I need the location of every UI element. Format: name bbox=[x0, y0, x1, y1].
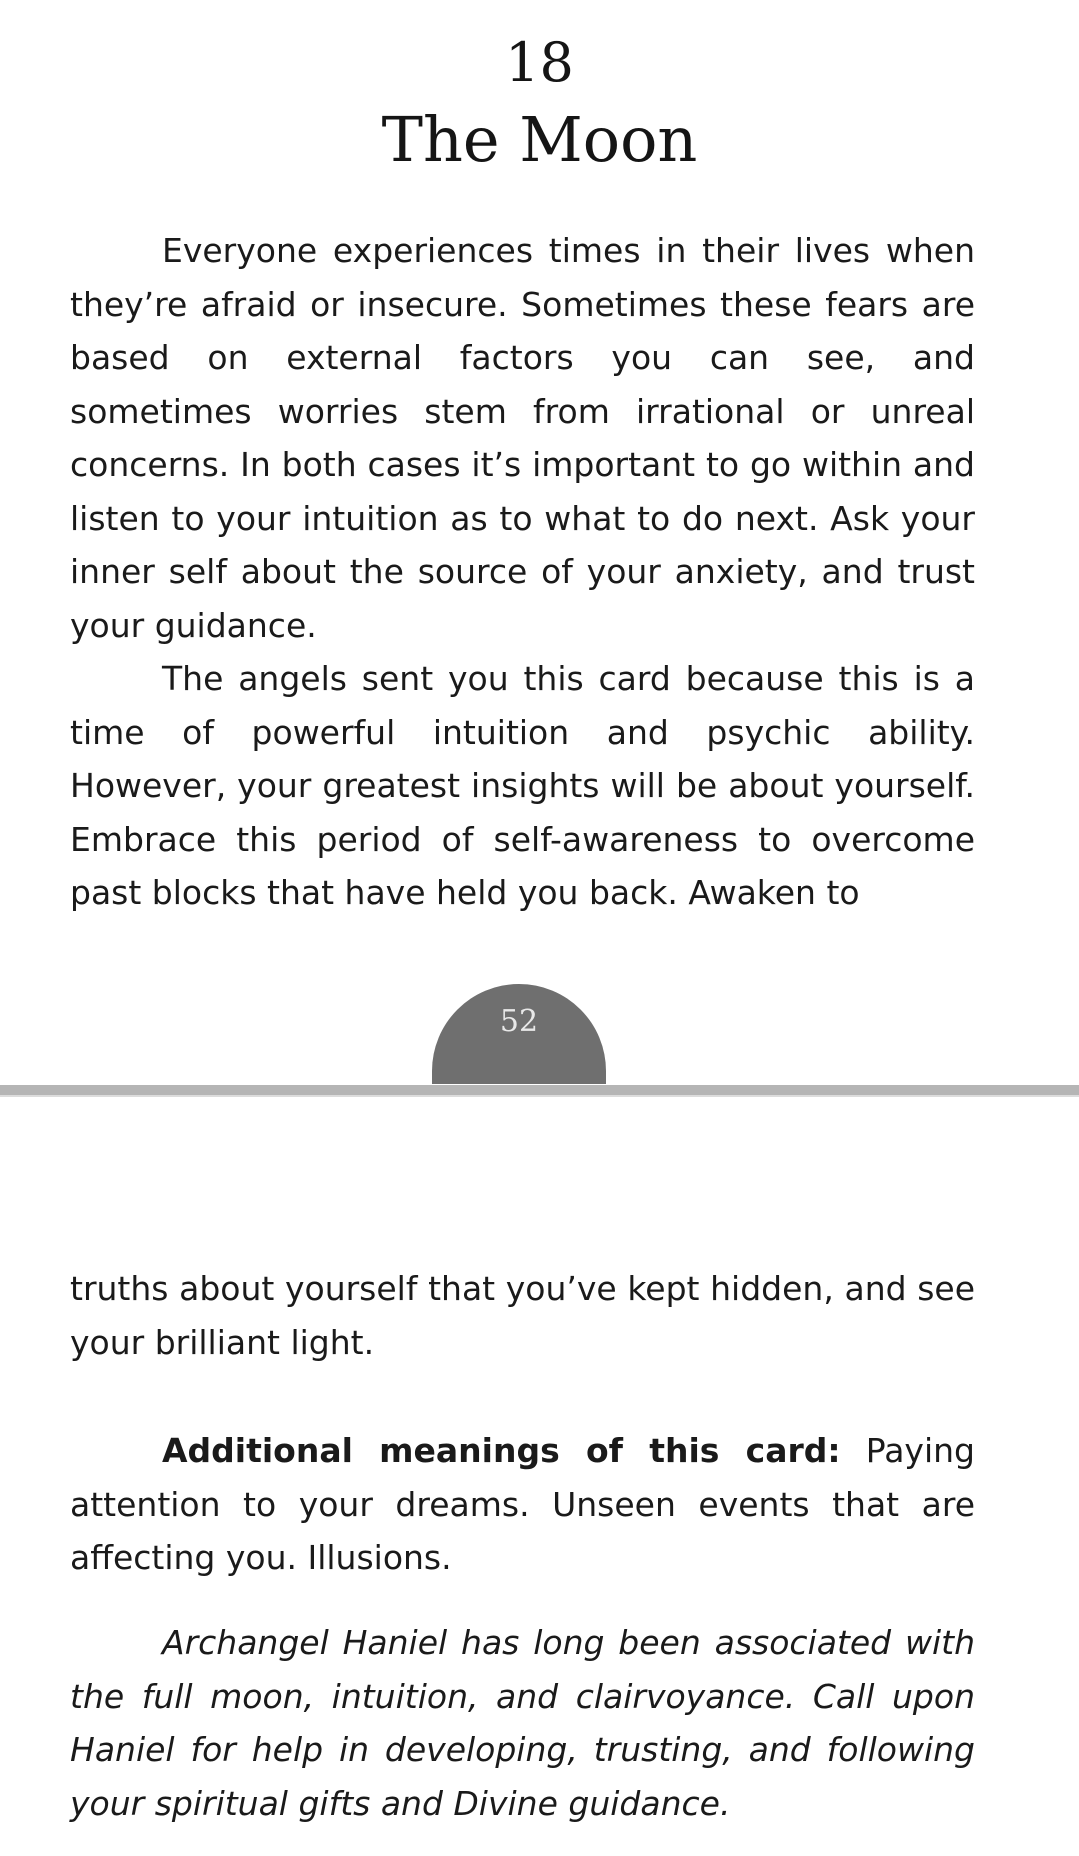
page-number: 52 bbox=[499, 1004, 539, 1039]
card-title: The Moon bbox=[381, 103, 698, 176]
additional-meanings bbox=[70, 1424, 975, 1585]
card-number: 18 bbox=[505, 31, 574, 94]
additional-meanings-label: Additional meanings of this card: bbox=[162, 1431, 841, 1470]
description-paragraph-1: Everyone experiences times in their lives when they’re afraid or insecure. Sometimes these fears are based on external factors you can see, and sometimes worries stem from irrational or unreal concerns. In both cases it’s important to go within and listen to your intuition as to what to do next. Ask your inner self about the source of your anxiety, and trust your guidance. bbox=[70, 231, 975, 645]
continuation-block bbox=[70, 1262, 975, 1369]
page-divider-shadow bbox=[0, 1095, 1079, 1097]
page-number-tab bbox=[432, 984, 606, 1084]
archangel-note bbox=[70, 1616, 975, 1830]
page-divider bbox=[0, 1085, 1079, 1095]
description-paragraph-2: The angels sent you this card because this is a time of powerful intuition and psychic ability. However, your greatest insights will be about yourself. Embrace this period of self-awareness to overcome past blocks that have held you back. Awaken to bbox=[70, 659, 975, 912]
continuation-paragraph: truths about yourself that you’ve kept hidden, and see your brilliant light. bbox=[70, 1269, 975, 1362]
additional-meanings-text: Paying attention to your dreams. Unseen events that are affecting you. Illusions. bbox=[70, 1431, 975, 1577]
archangel-paragraph: Archangel Haniel has long been associated with the full moon, intuition, and clairvoyance. Call upon Haniel for help in developing, trusting, and following your spiritual gifts and Divine guidance. bbox=[70, 1623, 975, 1823]
card-description bbox=[70, 224, 975, 920]
